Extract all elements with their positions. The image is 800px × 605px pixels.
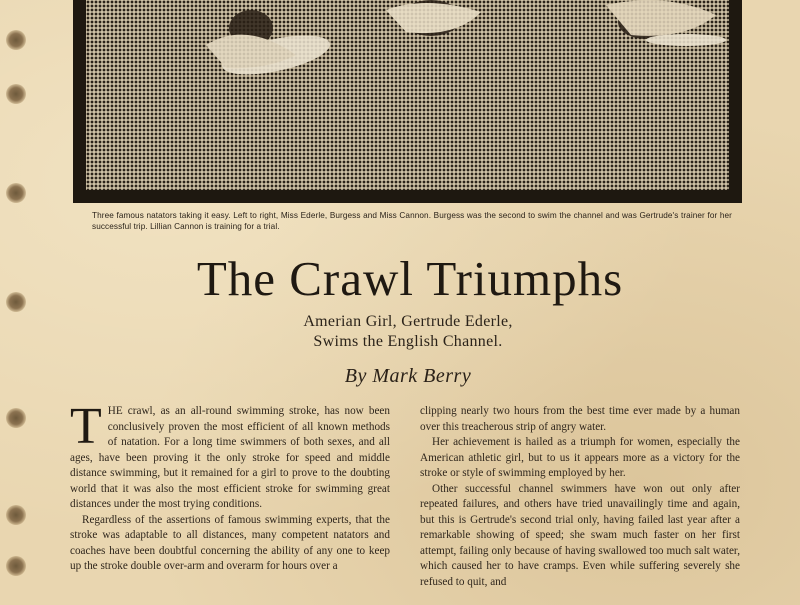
- left-column: [70, 398, 390, 575]
- halftone-photo: [73, 0, 742, 203]
- swimmers-illustration: [86, 0, 729, 190]
- binding-hole: [6, 84, 26, 104]
- subtitle-line-1: Amerian Girl, Gertrude Ederle,: [303, 313, 513, 330]
- drop-cap: T: [70, 398, 102, 455]
- paragraph-1: [70, 398, 390, 513]
- article-title: The Crawl Triumphs: [196, 251, 624, 306]
- byline: By Mark Berry: [344, 365, 472, 387]
- binding-hole: [6, 505, 26, 525]
- subtitle-line-2: Swims the English Channel.: [313, 333, 503, 350]
- paragraph-5: Other successful channel swimmers have won out only after repeated failures, and others have tried unavailingly time and again, but this is Gertrude's second trial only, having failed last year after a remarkable showing of speed; she swam much faster on her first attempt, failing only because of having swallowed too much salt water, which caused her to have cramps. Even while suffering severely she refused to quit, and: [420, 482, 740, 588]
- binding-hole: [6, 408, 26, 428]
- paragraph-1-text: HE crawl, as an all-round swimming stroke, has now been conclusively proven the most efficient of all known methods of natation. For a long time swimmers of both sexes, and all ages, have been proving it the only stroke for speed and middle distance swimming, but it remained for a girl to prove to the doubting world that it was also the most efficient stroke for swimming great distances under the most trying conditions.: [70, 405, 390, 510]
- binding-hole: [6, 556, 26, 576]
- right-column: [420, 404, 740, 590]
- paragraph-3: clipping nearly two hours from the best time ever made by a human over this treacherous strip of angry water.: [420, 405, 740, 433]
- paragraph-4: Her achievement is hailed as a triumph for women, especially the American athletic girl, but to us it appears more as a victory for the stroke or style of swimming employed by her.: [420, 436, 740, 479]
- paragraph-2: Regardless of the assertions of famous swimming experts, that the stroke was adaptable to all distances, many competent natators and coaches have been doubtful concerning the ability of any one to keep up the stroke double over-arm and overarm for hours over a: [70, 513, 390, 572]
- binding-hole: [6, 30, 26, 50]
- binding-hole: [6, 183, 26, 203]
- photo-caption: Three famous natators taking it easy. Left to right, Miss Ederle, Burgess and Miss Cannon. Burgess was the second to swim the channel and was Gertrude's trainer for her successful trip. Lillian Cannon is training for a trial.: [92, 211, 732, 231]
- photo-image-area: [86, 0, 729, 190]
